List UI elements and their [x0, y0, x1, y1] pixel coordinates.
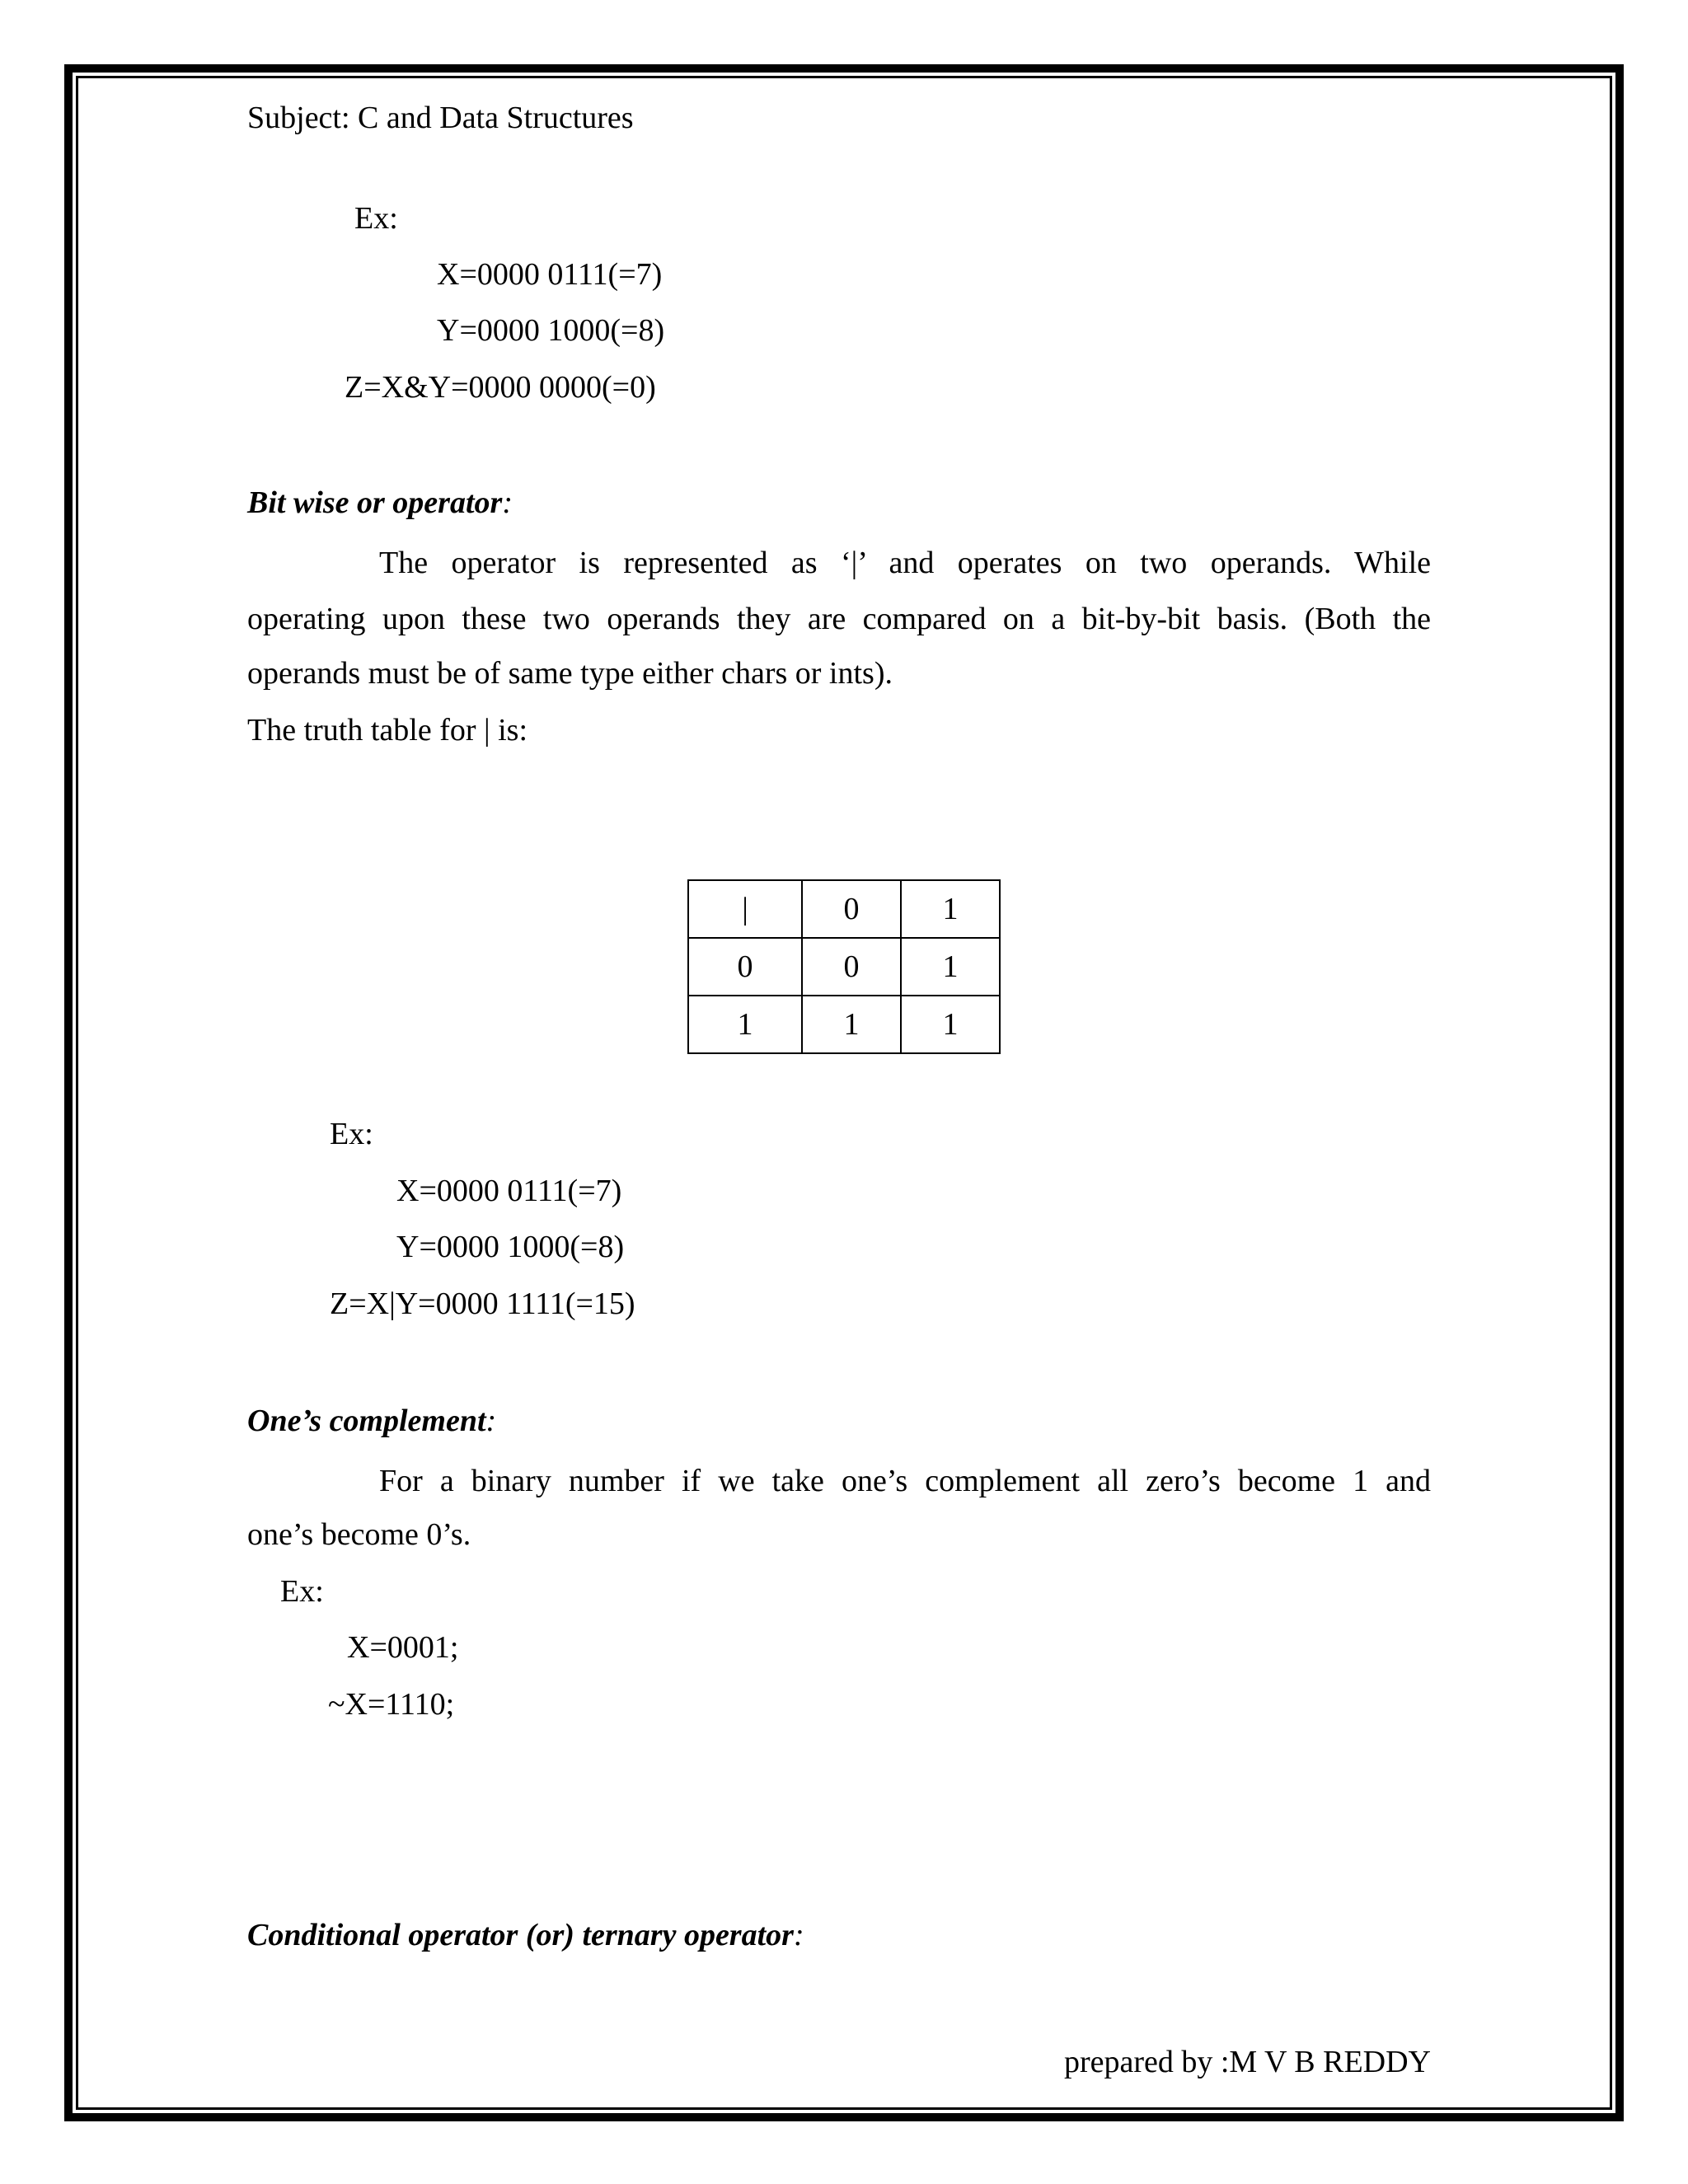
- or-heading-text: Bit wise or operator: [247, 485, 503, 520]
- or-example-label: Ex:: [330, 1117, 373, 1151]
- page-border-inner: [76, 76, 1612, 2110]
- footer-prepared-by: prepared by :M V B REDDY: [1063, 2045, 1431, 2079]
- ones-para-line1: For a binary number if we take one’s complement all zero’s become 1 and: [379, 1464, 1431, 1498]
- truth-table-row: [688, 996, 1000, 1053]
- and-example-y: Y=0000 1000(=8): [437, 313, 665, 348]
- ones-example-not-x: ~X=1110;: [328, 1687, 455, 1722]
- subject-header: Subject: C and Data Structures: [247, 101, 634, 135]
- truth-table-cell: 1: [802, 996, 901, 1053]
- or-example-x: X=0000 0111(=7): [396, 1174, 622, 1208]
- truth-table-cell: 0: [688, 938, 802, 996]
- or-heading-colon: :: [502, 485, 513, 520]
- conditional-section-heading: [247, 1919, 804, 1951]
- truth-table-intro: The truth table for | is:: [247, 713, 528, 748]
- ones-para-line2: one’s become 0’s.: [247, 1517, 471, 1552]
- ones-heading-colon: :: [485, 1404, 497, 1438]
- truth-table-cell: 1: [901, 996, 1000, 1053]
- truth-table-cell: 1: [901, 938, 1000, 996]
- or-example-z: Z=X|Y=0000 1111(=15): [330, 1286, 635, 1321]
- truth-table-row: [688, 938, 1000, 996]
- truth-table-cell: 1: [901, 880, 1000, 938]
- conditional-heading-text: Conditional operator (or) ternary operator: [247, 1918, 794, 1952]
- ones-section-heading: [247, 1405, 496, 1436]
- and-example-x: X=0000 0111(=7): [437, 257, 663, 292]
- or-para-line3: operands must be of same type either chars or ints).: [247, 656, 893, 691]
- truth-table-cell: 0: [802, 938, 901, 996]
- truth-table-cell: 0: [802, 880, 901, 938]
- or-para-line2: operating upon these two operands they are compared on a bit-by-bit basis. (Both the: [247, 602, 1431, 636]
- conditional-heading-colon: :: [793, 1918, 804, 1952]
- or-para-line1: The operator is represented as ‘|’ and operates on two operands. While: [379, 546, 1431, 580]
- truth-table-cell: 1: [688, 996, 802, 1053]
- or-section-heading: [247, 487, 513, 518]
- truth-table-cell: |: [688, 880, 802, 938]
- truth-table-row: [688, 880, 1000, 938]
- and-example-z: Z=X&Y=0000 0000(=0): [345, 370, 656, 405]
- ones-example-label: Ex:: [280, 1574, 324, 1609]
- ones-example-x: X=0001;: [347, 1630, 459, 1665]
- ones-heading-text: One’s complement: [247, 1404, 486, 1438]
- or-example-y: Y=0000 1000(=8): [396, 1230, 625, 1264]
- or-truth-table: [687, 879, 1001, 1054]
- and-example-label: Ex:: [354, 201, 398, 236]
